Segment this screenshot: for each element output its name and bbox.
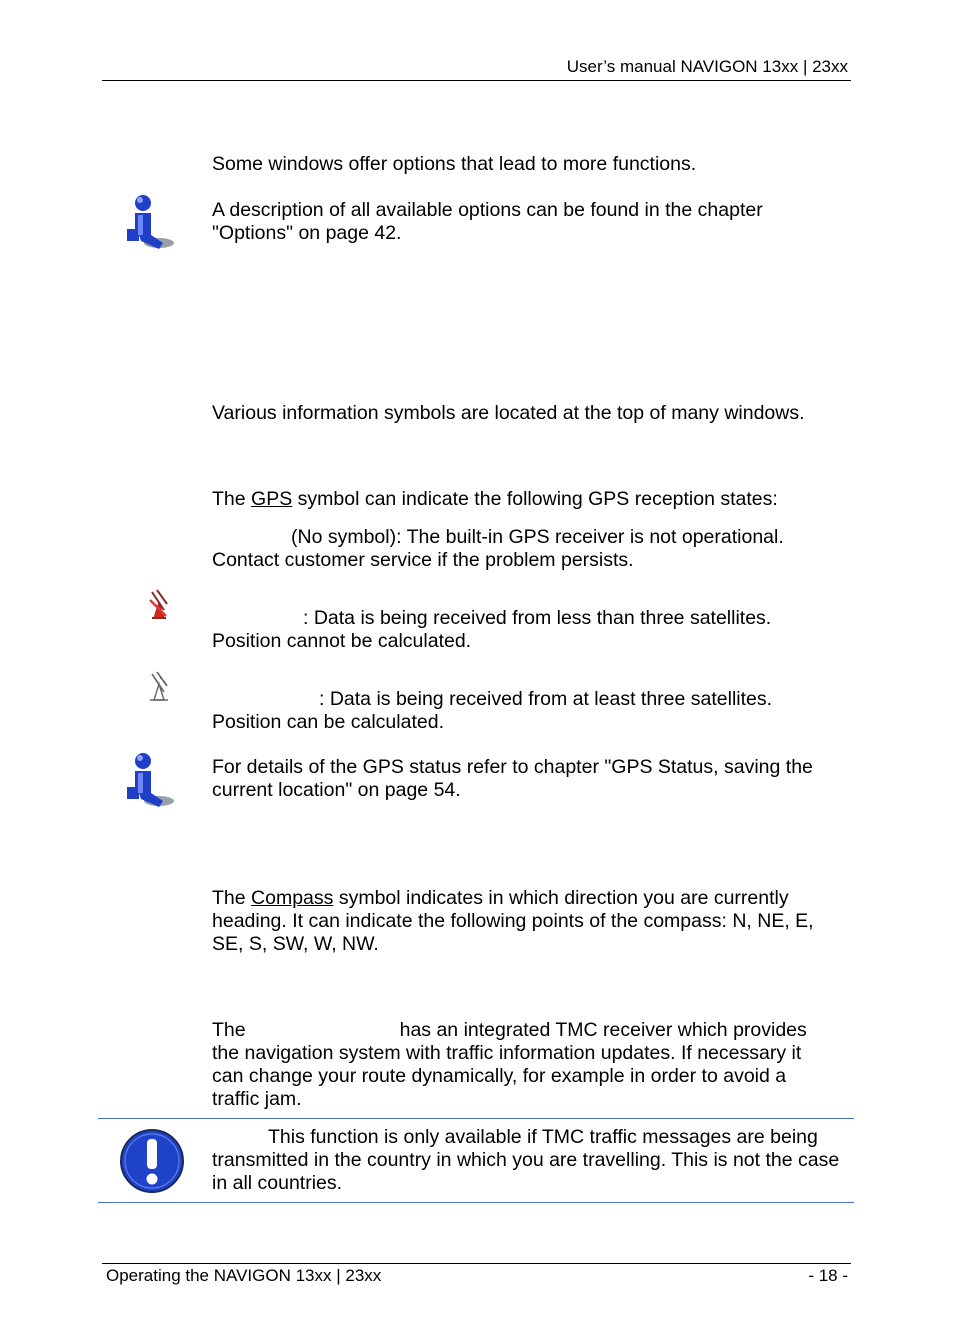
page-number: - 18 - (808, 1266, 848, 1285)
gps-link[interactable]: GPS (251, 488, 293, 510)
compass-post: symbol indicates in which direction you are currently heading. It can indicate the following points of the compass: N, NE, E, SE, S, SW, W, NW. (212, 887, 814, 955)
gps-intro-pre: The (212, 488, 252, 510)
tmc-paragraph (212, 1019, 837, 1111)
note-top-rule (98, 1118, 854, 1119)
footer-divider (102, 1263, 851, 1264)
gps-note: For details of the GPS status refer to chapter "GPS Status, saving the current location" on page 54. (212, 756, 813, 801)
gps-no-fix-line2: Position cannot be calculated. (212, 630, 472, 652)
compass-paragraph (212, 887, 837, 956)
info-person-icon (122, 751, 178, 811)
gps-ready-icon (146, 670, 172, 704)
gps-intro (212, 488, 842, 511)
info-person-icon (122, 193, 178, 253)
running-header: User’s manual NAVIGON 13xx | 23xx (566, 57, 848, 76)
info-symbols-intro: Various information symbols are located at the top of many windows. (212, 402, 805, 424)
tmc-pre: The (212, 1019, 246, 1041)
header-divider (102, 80, 851, 81)
footer-title: Operating the NAVIGON 13xx | 23xx (106, 1266, 382, 1285)
compass-link[interactable]: Compass (251, 887, 334, 909)
gps-no-fix-line1: : Data is being received from less than three satellites. (303, 607, 772, 629)
compass-pre: The (212, 887, 252, 909)
gps-intro-post: symbol can indicate the following GPS reception states: (292, 488, 778, 510)
gps-none-line2: Contact customer service if the problem persists. (212, 549, 634, 571)
options-note: A description of all available options can be found in the chapter "Options" on page 42. (212, 199, 763, 244)
options-intro: Some windows offer options that lead to more functions. (212, 153, 697, 175)
gps-ready-line1: : Data is being received from at least three satellites. (319, 688, 773, 710)
gps-ready-line2: Position can be calculated. (212, 711, 444, 733)
exclamation-icon (119, 1128, 185, 1194)
tmc-post: has an integrated TMC receiver which provides the navigation system with traffic information updates. If necessary it can change your route dynamically, for example in order to avoid a traffic jam. (212, 1019, 807, 1110)
tmc-note: This function is only available if TMC traffic messages are being transmitted in the country in which you are travelling. This is not the case in all countries. (212, 1126, 840, 1194)
gps-none-line1: (No symbol): The built-in GPS receiver is not operational. (291, 526, 784, 548)
gps-no-fix-icon (146, 588, 172, 622)
note-bottom-rule (98, 1202, 854, 1203)
